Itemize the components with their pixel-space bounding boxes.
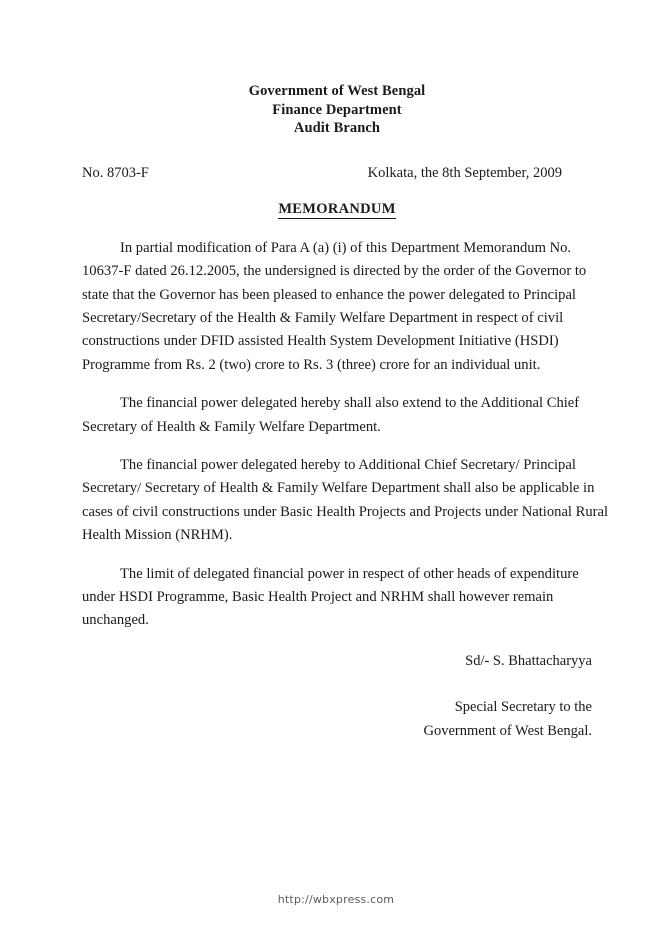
paragraph-4-line-3: unchanged. — [82, 612, 149, 629]
paragraph-3-line-1: The financial power delegated hereby to Additional Chief Secretary/ Principal — [120, 457, 576, 474]
paragraph-2-line-1: The financial power delegated hereby shall also extend to the Additional Chief — [120, 395, 580, 412]
masthead — [82, 82, 592, 138]
paragraph-2-line-2: Secretary of Health & Family Welfare Department. — [82, 418, 381, 435]
document-title — [82, 201, 592, 218]
signatory-name: Sd/- S. Bhattacharyya — [465, 652, 592, 669]
paragraph-4 — [82, 563, 592, 633]
masthead-line-government: Government of West Bengal — [248, 83, 426, 99]
designation-line-1: Special Secretary to the — [454, 699, 592, 716]
memo-number: No. 8703-F — [82, 164, 149, 181]
signatory-designation — [82, 696, 592, 743]
paragraph-3-line-4: Health Mission (NRHM). — [82, 527, 233, 544]
paragraph-1-line-3: state that the Governor has been pleased to enhance the power delegated to Principal — [82, 286, 576, 303]
source-watermark-url: http://wbxpress.com — [277, 893, 395, 906]
paragraph-1-line-5: constructions under DFID assisted Health System Development Initiative (HSDI) — [82, 333, 559, 350]
page-footer — [0, 893, 672, 906]
paragraph-4-line-2: under HSDI Programme, Basic Health Project and NRHM shall however remain — [82, 589, 554, 606]
paragraph-4-line-1: The limit of delegated financial power in respect of other heads of expenditure — [120, 565, 579, 582]
document-content — [82, 0, 609, 743]
paragraph-1 — [82, 237, 592, 377]
paragraph-3 — [82, 454, 609, 548]
paragraph-3-line-2: Secretary/ Secretary of Health & Family Welfare Department shall also be applicable in — [82, 480, 595, 497]
paragraph-1-line-4: Secretary/Secretary of the Health & Family Welfare Department in respect of civil — [82, 310, 564, 326]
reference-row — [82, 163, 592, 183]
signature-block — [82, 650, 592, 743]
document-title-text: MEMORANDUM — [278, 200, 396, 217]
masthead-line-department: Finance Department — [272, 101, 402, 118]
paragraph-1-line-6: Programme from Rs. 2 (two) crore to Rs. 3 (three) crore for an individual unit. — [82, 356, 541, 373]
place-and-date: Kolkata, the 8th September, 2009 — [367, 164, 562, 181]
document-body — [82, 237, 609, 633]
paragraph-1-line-1: In partial modification of Para A (a) (i) of this Department Memorandum No. — [120, 239, 572, 256]
paragraph-2 — [82, 392, 592, 439]
paragraph-1-line-2: 10637-F dated 26.12.2005, the undersigned is directed by the order of the Governor to — [82, 263, 587, 280]
masthead-line-branch: Audit Branch — [293, 120, 381, 137]
designation-line-2: Government of West Bengal. — [423, 722, 592, 739]
paragraph-3-line-3: cases of civil constructions under Basic Health Projects and Projects under National Rural — [82, 503, 609, 520]
